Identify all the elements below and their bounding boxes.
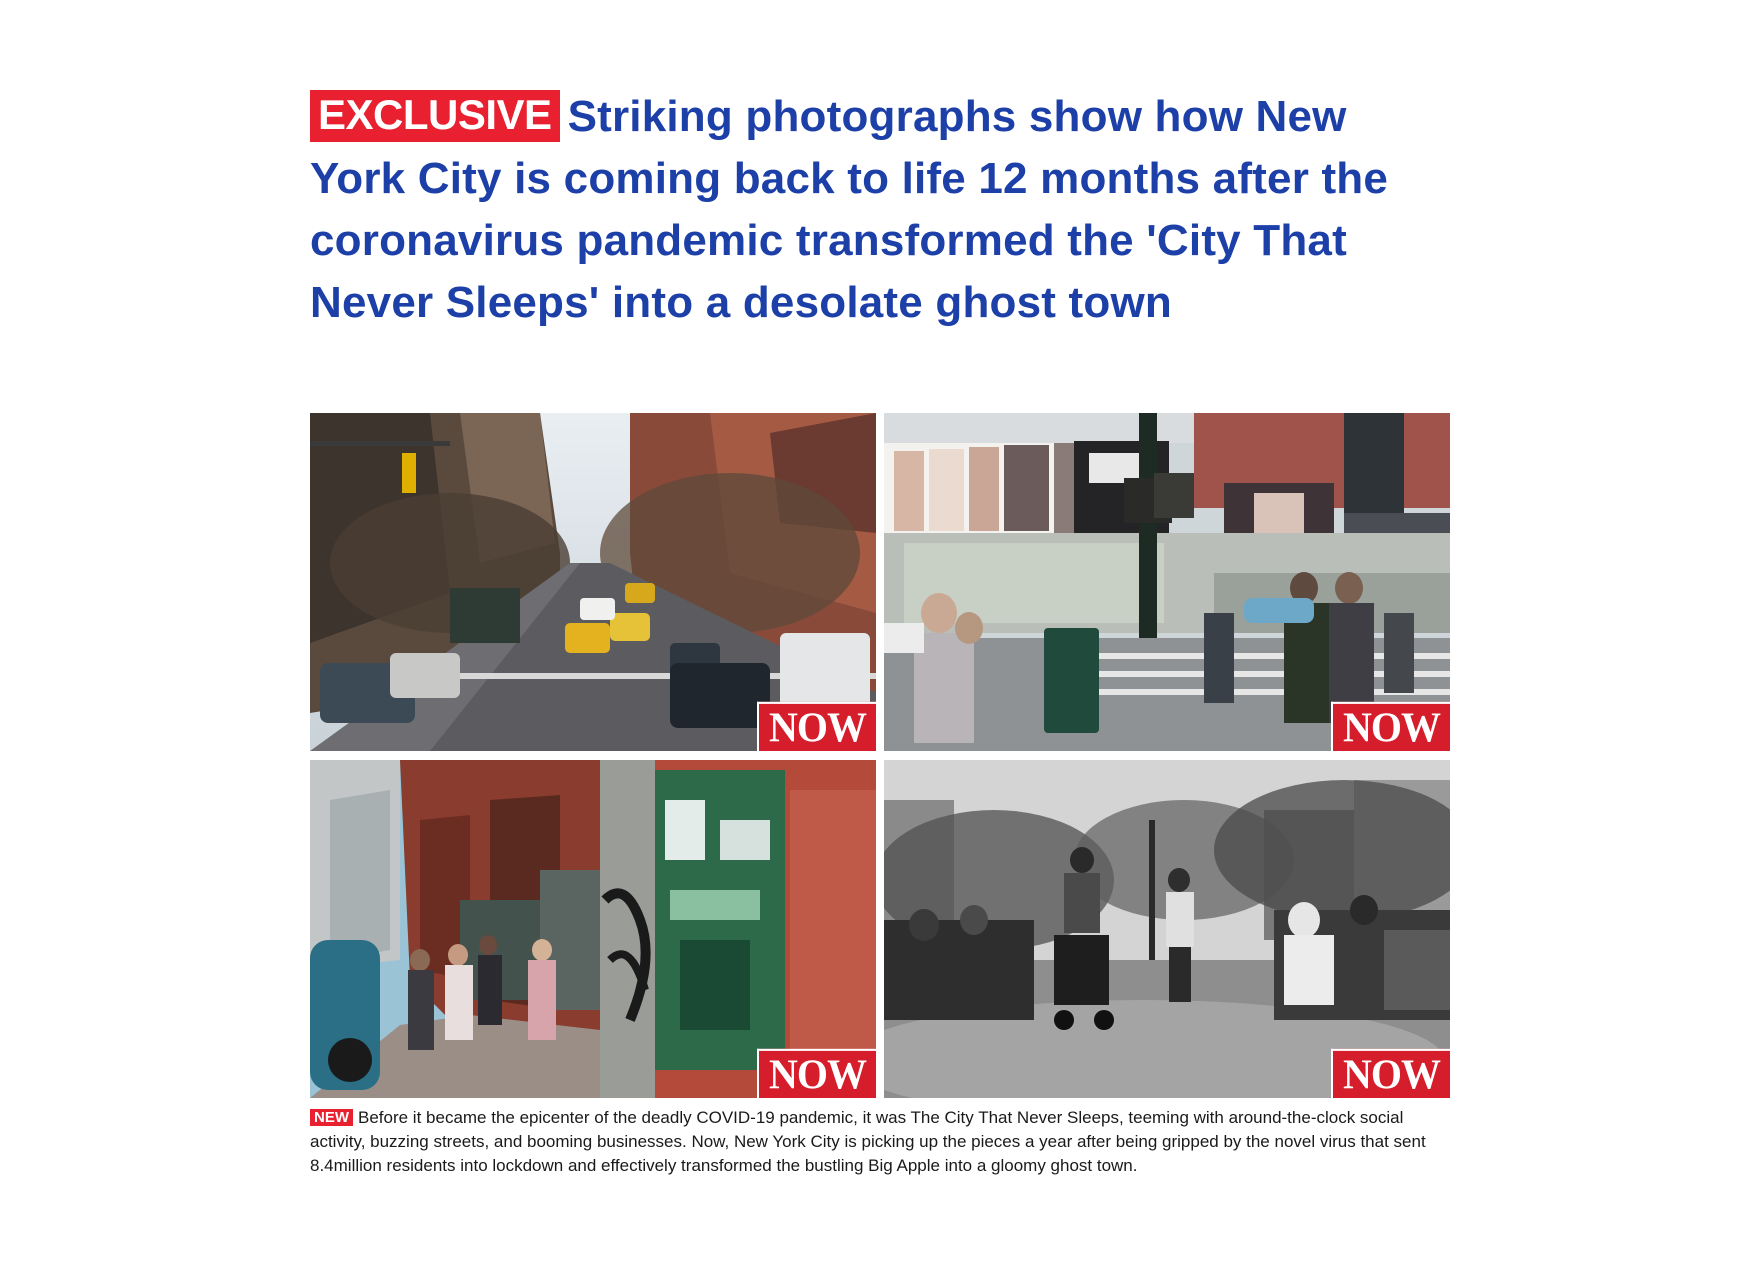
photo-park-black-and-white[interactable] [884,760,1450,1098]
headline-text: Striking photographs show how New York City is coming back to life 12 months after the coronavirus pandemic transformed the 'City That Never Sleeps' into a desolate ghost town [310,92,1389,327]
park-black-and-white-image [884,760,1450,1098]
now-badge: NOW [757,1049,876,1098]
exclusive-badge: EXCLUSIVE [310,90,560,142]
crosswalk-billboards-image [884,413,1450,751]
new-badge: NEW [310,1109,353,1126]
article-summary [310,1106,1430,1178]
headline-link[interactable] [310,86,1450,334]
now-badge: NOW [1331,702,1450,751]
photo-street-traffic[interactable] [310,413,876,751]
photo-crosswalk-billboards[interactable] [884,413,1450,751]
now-badge: NOW [1331,1049,1450,1098]
photo-sidewalk-graffiti[interactable] [310,760,876,1098]
photo-grid [310,413,1450,1098]
sidewalk-graffiti-image [310,760,876,1098]
street-traffic-image [310,413,876,751]
now-badge: NOW [757,702,876,751]
article-header [310,86,1450,334]
summary-text: Before it became the epicenter of the deadly COVID-19 pandemic, it was The City That Never Sleeps, teeming with around-the-clock social activity, buzzing streets, and booming businesses. Now, New York City is picking up the pieces a year after being gripped by the novel virus that sent 8.4million residents into lockdown and effectively transformed the bustling Big Apple into a gloomy ghost town. [310,1108,1426,1175]
